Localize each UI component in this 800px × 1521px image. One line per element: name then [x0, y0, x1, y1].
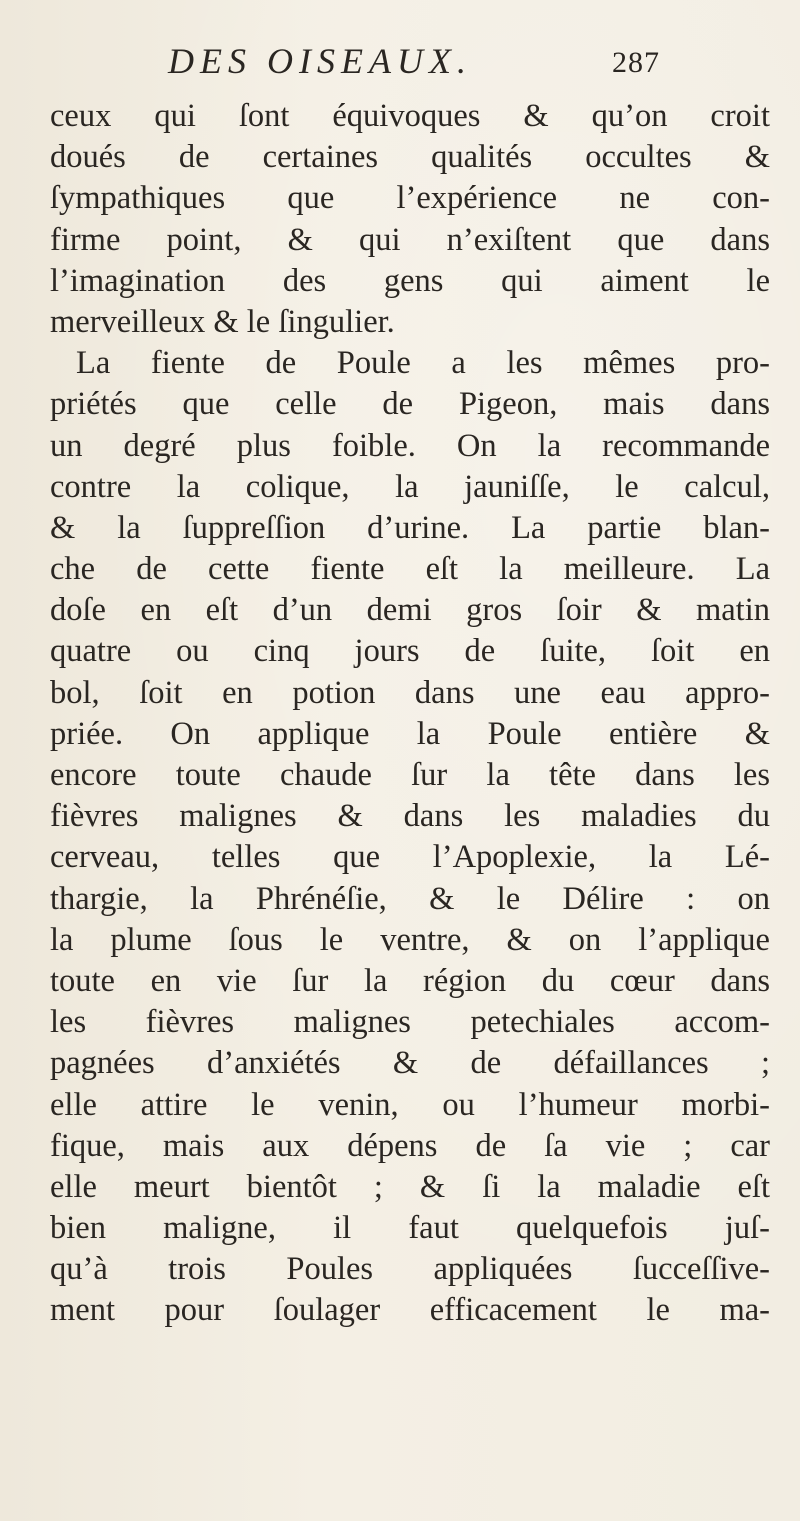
text-line: pagnées d’anxiétés & de défaillances ; [50, 1045, 770, 1082]
text-line: doſe en eſt d’un demi gros ſoir & matin [50, 592, 770, 629]
text-line: bol, ſoit en potion dans une eau appro- [50, 674, 770, 711]
body-text [50, 96, 770, 1332]
text-line: & la ſuppreſſion d’urine. La partie blan- [50, 509, 770, 546]
text-line: priétés que celle de Pigeon, mais dans [50, 386, 770, 423]
text-line: un degré plus foible. On la recommande [50, 427, 770, 464]
page-header [168, 40, 668, 92]
text-line: cerveau, telles que l’Apoplexie, la Lé- [50, 839, 770, 876]
text-line: priée. On applique la Poule entière & [50, 715, 770, 752]
text-line: ment pour ſoulager efficacement le ma- [50, 1292, 770, 1329]
text-line: che de cette fiente eſt la meilleure. La [50, 551, 770, 588]
text-line: toute en vie ſur la région du cœur dans [50, 962, 770, 999]
text-line: ceux qui ſont équivoques & qu’on croit [50, 98, 770, 134]
text-line: elle attire le venin, ou l’humeur morbi- [50, 1086, 770, 1123]
text-line: l’imagination des gens qui aiment le [50, 262, 770, 299]
text-line: fique, mais aux dépens de ſa vie ; car [50, 1127, 770, 1164]
text-line: doués de certaines qualités occultes & [50, 139, 770, 176]
text-line: bien maligne, il faut quelquefois juſ- [50, 1210, 770, 1247]
text-line: ſympathiques que l’expérience ne con- [50, 180, 770, 217]
text-line: merveilleux & le ſingulier. [50, 303, 395, 340]
text-line: quatre ou cinq jours de ſuite, ſoit en [50, 633, 770, 670]
text-line: les fièvres malignes petechiales accom- [50, 1004, 770, 1041]
page-number: 287 [612, 46, 660, 79]
running-title: DES OISEAUX. [168, 41, 472, 81]
text-line: fièvres malignes & dans les maladies du [50, 798, 770, 835]
text-line: firme point, & qui n’exiſtent que dans [50, 221, 770, 258]
text-line: encore toute chaude ſur la tête dans les [50, 757, 770, 793]
text-line: thargie, la Phrénéſie, & le Délire : on [50, 880, 770, 917]
text-line: La fiente de Poule a les mêmes pro- [76, 345, 770, 382]
text-line: contre la colique, la jauniſſe, le calcul, [50, 468, 770, 505]
text-line: la plume ſous le ventre, & on l’applique [50, 921, 770, 958]
text-line: elle meurt bientôt ; & ſi la maladie eſt [50, 1168, 770, 1205]
text-line: qu’à trois Poules appliquées ſucceſſive- [50, 1251, 770, 1288]
